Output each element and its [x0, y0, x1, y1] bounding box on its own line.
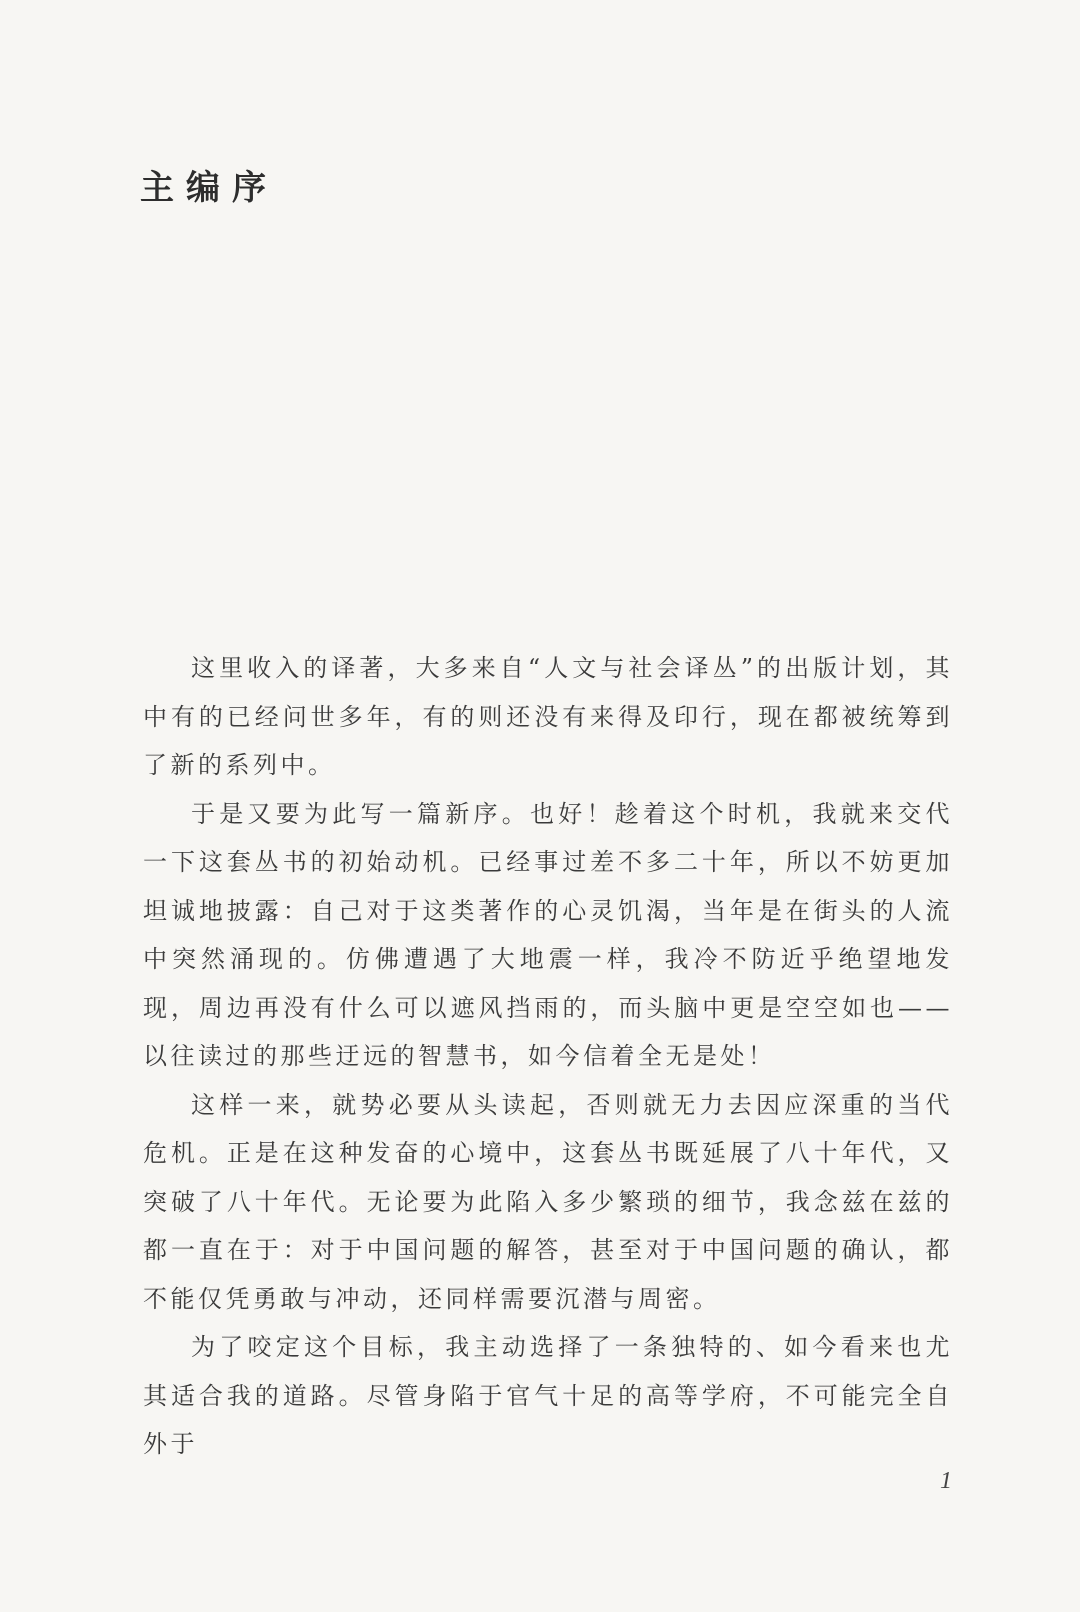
body-text — [143, 644, 953, 1469]
paragraph: 于是又要为此写一篇新序。也好！趁着这个时机，我就来交代一下这套丛书的初始动机。已经事过差不多二十年，所以不妨更加坦诚地披露：自己对于这类著作的心灵饥渴，当年是在街头的人流中突然涌现的。仿佛遭遇了大地震一样，我冷不防近乎绝望地发现，周边再没有什么可以遮风挡雨的，而头脑中更是空空如也——以往读过的那些迂远的智慧书，如今信着全无是处！ — [143, 799, 953, 1070]
page-number: 1 — [940, 1468, 952, 1494]
paragraph: 这里收入的译著，大多来自“人文与社会译丛”的出版计划，其中有的已经问世多年，有的则还没有来得及印行，现在都被统筹到了新的系列中。 — [143, 654, 953, 779]
paragraph: 为了咬定这个目标，我主动选择了一条独特的、如今看来也尤其适合我的道路。尽管身陷于官气十足的高等学府，不可能完全自外于 — [143, 1333, 953, 1458]
paragraph: 这样一来，就势必要从头读起，否则就无力去因应深重的当代危机。正是在这种发奋的心境中，这套丛书既延展了八十年代，又突破了八十年代。无论要为此陷入多少繁琐的细节，我念兹在兹的都一直在于：对于中国问题的解答，甚至对于中国问题的确认，都不能仅凭勇敢与冲动，还同样需要沉潜与周密。 — [143, 1090, 953, 1313]
page-title: 主编序 — [140, 168, 278, 208]
